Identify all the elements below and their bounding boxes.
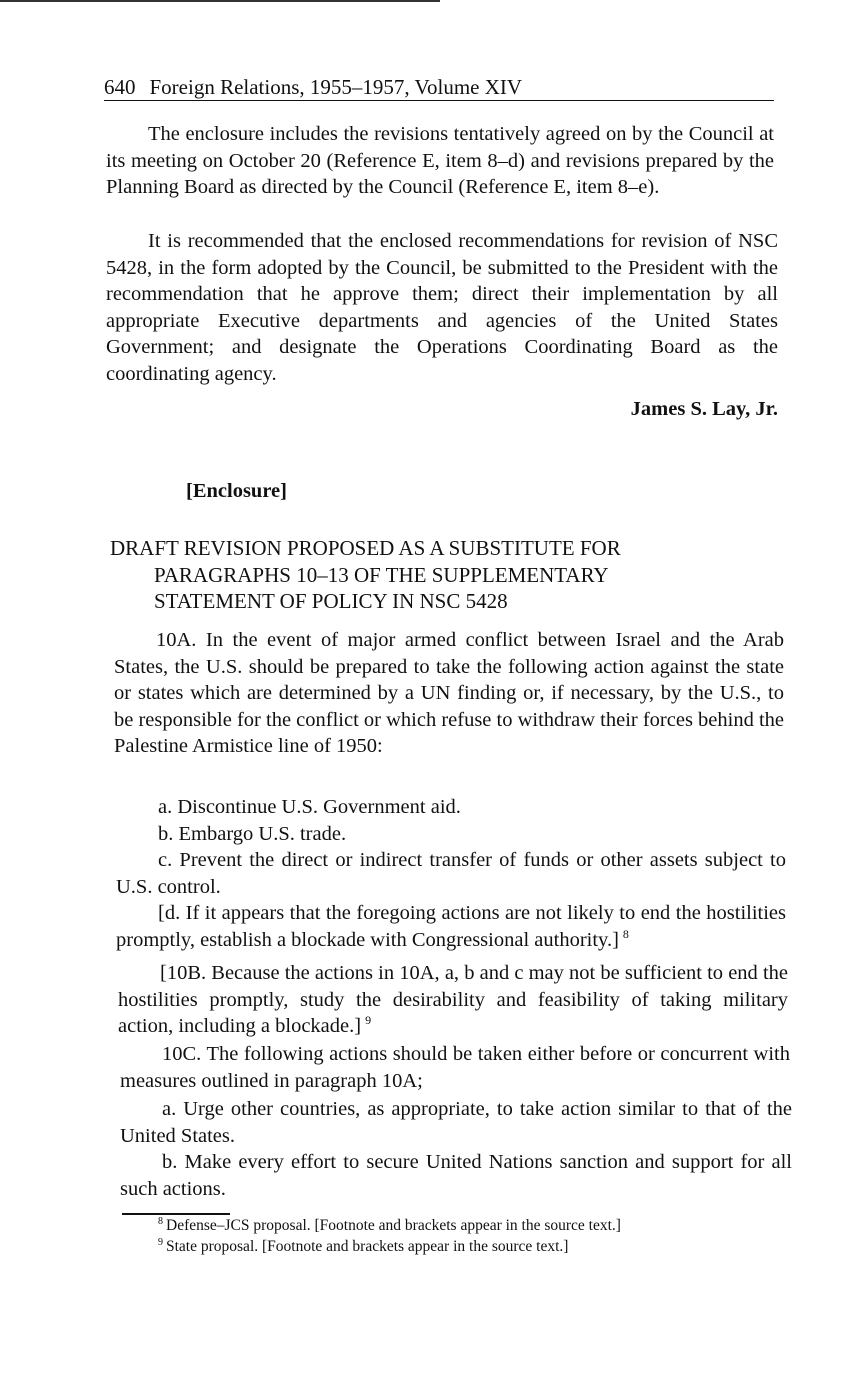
signature: James S. Lay, Jr. [630, 398, 778, 420]
paragraph-10b [118, 960, 788, 1040]
footnote-8-marker: 8 [158, 1215, 163, 1227]
paragraph-10b-text: [10B. Because the actions in 10A, a, b and c may not be sufficient to end the hostilities promptly, study the desirability and feasibility of taking military action, including a blockade.] [118, 962, 788, 1037]
running-header [104, 74, 774, 101]
item-10c-b: b. Make every effort to secure United Nations sanction and support for all such actions. [120, 1151, 792, 1200]
draft-title-line-2: PARAGRAPHS 10–13 OF THE SUPPLEMENTARY [154, 562, 609, 587]
top-edge-rule [0, 0, 440, 2]
page-number: 640 [104, 75, 136, 99]
footnote-ref-9: 9 [365, 1013, 372, 1028]
paragraph-10c: 10C. The following actions should be taken either before or concurrent with measures outlined in paragraph 10A; [120, 1043, 790, 1092]
enclosure-label: [Enclosure] [186, 480, 287, 502]
item-10a-d-text: [d. If it appears that the foregoing actions are not likely to end the hostilities promptly, establish a blockade with Congressional authority.] [116, 902, 786, 951]
footnote-9-marker: 9 [158, 1236, 163, 1248]
item-10a-d [116, 900, 786, 953]
paragraph-10a: 10A. In the event of major armed conflict between Israel and the Arab States, the U.S. should be prepared to take the following action against the state or states which are determined by a UN finding or, if necessary, by the U.S., to be responsible for the conflict or which refuse to withdraw their forces behind the Palestine Armistice line of 1950: [114, 629, 785, 757]
item-10a-a: a. Discontinue U.S. Government aid. [158, 796, 461, 818]
footnote-9 [158, 1236, 778, 1257]
draft-title-line-3: STATEMENT OF POLICY IN NSC 5428 [154, 589, 508, 613]
footnote-ref-8: 8 [622, 926, 629, 941]
footnote-8-text: Defense–JCS proposal. [Footnote and brackets appear in the source text.] [166, 1217, 621, 1234]
draft-title [110, 535, 730, 615]
item-10a-b: b. Embargo U.S. trade. [158, 822, 347, 845]
running-title: Foreign Relations, 1955–1957, Volume XIV [149, 75, 523, 99]
draft-title-line-1: DRAFT REVISION PROPOSED AS A SUBSTITUTE FOR [110, 536, 621, 560]
footnote-8 [158, 1215, 778, 1236]
memo-paragraph-1: The enclosure includes the revisions tentatively agreed on by the Council at its meeting on October 20 (Reference E, item 8–d) and revisions prepared by the Planning Board as directed by the Council (Reference E, item 8–e). [106, 123, 774, 198]
footnotes [158, 1215, 778, 1257]
paragraph-10a-items [116, 794, 786, 953]
footnote-9-text: State proposal. [Footnote and brackets appear in the source text.] [166, 1238, 569, 1255]
memo-paragraph-2: It is recommended that the enclosed recommendations for revision of NSC 5428, in the form adopted by the Council, be submitted to the President with the recommendation that he approve them; direct their implementation by all appropriate Executive departments and agencies of the United States Government; and designate the Operations Coordinating Board as the coordinating agency. [106, 230, 778, 385]
paragraph-10c-items [120, 1096, 792, 1202]
item-10c-a: a. Urge other countries, as appropriate, to take action similar to that of the United States. [120, 1098, 792, 1147]
item-10a-c: c. Prevent the direct or indirect transfer of funds or other assets subject to U.S. control. [116, 849, 786, 898]
